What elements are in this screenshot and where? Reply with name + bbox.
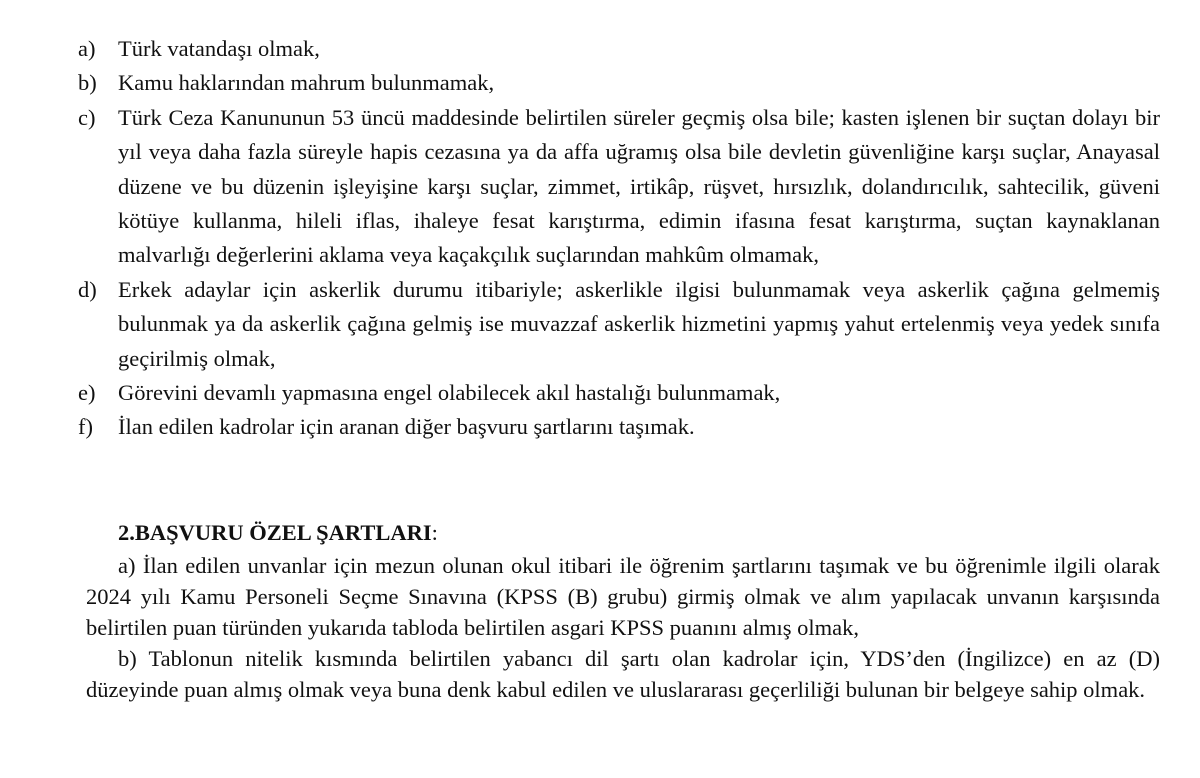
list-item [78, 376, 1160, 410]
list-item-text: Kamu haklarından mahrum bulunmamak, [118, 70, 495, 96]
special-condition-paragraph: a) İlan edilen unvanlar için mezun olunan okul itibari ile öğrenim şartlarını taşımak ve bu öğrenimle ilgili olarak 2024 yılı Kamu Personeli Seçme Sınavına (KPSS (B) grubu) girmiş olmak ve alım yapılacak unvanın karşısında belirtilen puan türünden yukarıda tabloda belirtilen asgari KPSS puanını almış olmak, [86, 553, 1160, 640]
special-conditions-section [86, 516, 1160, 705]
list-item-text: Görevini devamlı yapmasına engel olabilecek akıl hastalığı bulunmamak, [118, 380, 781, 406]
list-item-text: Türk Ceza Kanununun 53 üncü maddesinde belirtilen süreler geçmiş olsa bile; kasten işlenen bir suçtan dolayı bir yıl veya daha fazla süreyle hapis cezasına ya da affa uğramış olsa bile devletin güvenliğine karşı suçlar, Anayasal düzene ve bu düzenin işleyişine karşı suçlar, zimmet, irtikâp, rüşvet, hırsızlık, dolandırıcılık, sahtecilik, güveni kötüye kullanma, hileli iflas, ihaleye fesat karıştırma, edimin ifasına fesat karıştırma, suçtan kaynaklanan malvarlığı değerlerini aklama veya kaçakçılık suçlarından mahkûm olmamak, [118, 104, 1160, 268]
section-heading-colon: : [431, 520, 438, 545]
list-item [78, 273, 1160, 376]
general-conditions-list [78, 32, 1160, 445]
list-item [78, 410, 1160, 444]
list-item [78, 32, 1160, 66]
special-condition-paragraph: b) Tablonun nitelik kısmında belirtilen yabancı dil şartı olan kadrolar için, YDS’den (İngilizce) en az (D) düzeyinde puan almış olmak veya buna denk kabul edilen ve uluslararası geçerliliği bulunan bir belgeye sahip olmak. [86, 646, 1160, 702]
section-heading-text: 2.BAŞVURU ÖZEL ŞARTLARI [118, 520, 432, 545]
list-item-text: İlan edilen kadrolar için aranan diğer başvuru şartlarını taşımak. [118, 414, 695, 440]
list-item [78, 101, 1160, 273]
list-item-marker: b) [78, 70, 97, 96]
list-item-marker: c) [78, 104, 96, 130]
list-item-marker: f) [78, 414, 93, 440]
list-item-marker: a) [78, 36, 96, 61]
list-item-text: Erkek adaylar için askerlik durumu itibariyle; askerlikle ilgisi bulunmamak veya askerlik çağına gelmemiş bulunmak ya da askerlik çağına gelmiş ise muvazzaf askerlik hizmetini yapmış yahut ertelenmiş veya yedek sınıfa geçirilmiş olmak, [118, 276, 1160, 371]
list-item-marker: e) [78, 380, 96, 406]
list-item-text: Türk vatandaşı olmak, [118, 36, 320, 61]
list-item-marker: d) [78, 276, 97, 302]
section-heading [118, 516, 1160, 550]
list-item [78, 66, 1160, 100]
